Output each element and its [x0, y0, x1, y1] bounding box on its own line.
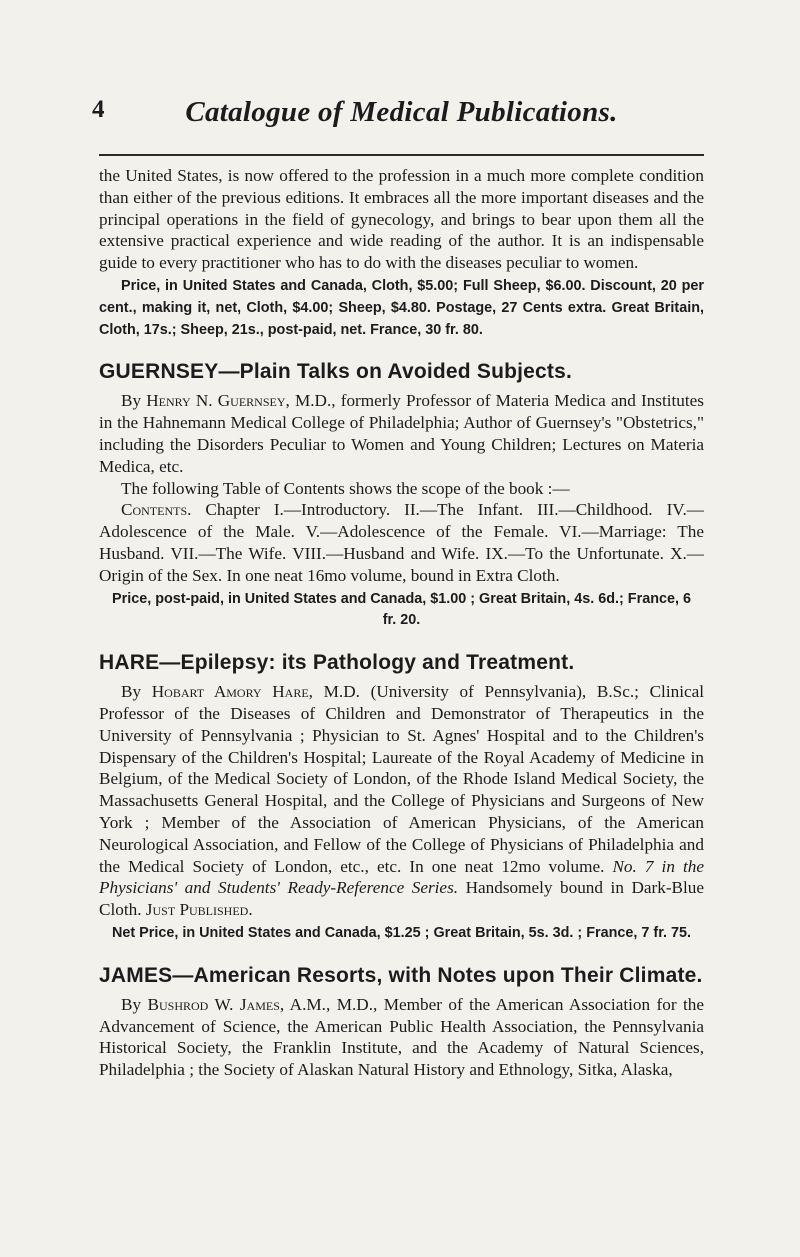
- author-prefix: By: [121, 682, 152, 702]
- author-name: Bushrod W. James: [147, 994, 280, 1014]
- contents-intro: The following Table of Contents shows the scope of the book :—: [121, 478, 570, 498]
- contents-text: Chapter I.—Introductory. II.—The Infant. III.—Childhood. IV.—Adolescence of the Male. V.—Adolescence of the Female. VI.—Marriage: The Husband. VII.—The Wife. VIII.—Husband and Wife. IX.—To the Unfortunate. X.—Origin of the Sex. In one neat 16mo volume, bound in Extra Cloth.: [99, 500, 704, 585]
- author-name: Henry N. Guernsey: [146, 391, 286, 411]
- header-rule: [99, 154, 704, 156]
- author-credentials: , M.D., formerly Professor of Materia Medica and Institutes in the Hahnemann Medical College of Philadelphia; Author of Guernsey's "Obstetrics," including the Disorders Peculiar to Women and Young Children; Lectures on Materia Medica, etc.: [99, 391, 704, 476]
- author-name: Hobart Amory Hare: [151, 682, 309, 702]
- price-hare: Net Price, in United States and Canada, $1.25 ; Great Britain, 5s. 3d. ; France, 7 fr. 75.: [111, 924, 692, 941]
- binding-text: Handsomely bound in Dark-Blue Cloth.: [99, 878, 705, 920]
- author-prefix: By: [121, 391, 147, 411]
- contents-paragraph: [99, 499, 704, 586]
- author-credentials: , A.M., M.D., Member of the American Association for the Advancement of Science, the American Public Health Association, the Pennsylvania Historical Society, the Franklin Institute, and the Academy of Natural Sciences, Philadelphia ; the Society of Alaskan Natural History and Ethnology, Sitka, Alaska,: [99, 994, 704, 1080]
- page-number: 4: [92, 96, 105, 123]
- author-paragraph-guernsey: [99, 390, 704, 477]
- entry-title-hare: HARE—Epilepsy: its Pathology and Treatment.: [99, 651, 575, 675]
- page-header: [92, 96, 704, 140]
- author-paragraph-hare: [99, 681, 704, 921]
- running-title: Catalogue of Medical Publications.: [185, 96, 618, 128]
- author-credentials: , M.D. (University of Pennsylvania), B.Sc.; Clinical Professor of the Diseases of Children and Demonstrator of Therapeutics in the University of Pennsylvania ; Physician to St. Agnes' Hospital and to the Children's Dispensary of the Children's Hospital; Laureate of the Royal Academy of Medicine in Belgium, of the Medical Society of London, of the Rhode Island Medical Society, the Massachusetts General Hospital, and the College of Physicians and Surgeons of New York ; Member of the Association of American Physicians, of the American Neurological Association, and Fellow of the College of Physicians of Philadelphia and the Medical Society of London, etc., etc. In one neat 12mo volume.: [99, 682, 704, 876]
- publication-status: Just Published.: [145, 900, 253, 920]
- entry-title-james: JAMES—American Resorts, with Notes upon Their Climate.: [99, 963, 703, 987]
- intro-price: Price, in United States and Canada, Cloth, $5.00; Full Sheep, $6.00. Discount, 20 per cent., making it, net, Cloth, $4.00; Sheep, $4.80. Postage, 27 Cents extra. Great Britain, Cloth, 17s.; Sheep, 21s., post-paid, net. France, 30 fr. 80.: [99, 277, 704, 338]
- price-guernsey: Price, post-paid, in United States and Canada, $1.00 ; Great Britain, 4s. 6d.; France, 6 fr. 20.: [112, 590, 691, 629]
- contents-label: Contents.: [121, 500, 192, 520]
- intro-paragraph: the United States, is now offered to the profession in a much more complete condition than either of the previous editions. It embraces all the more important diseases and the principal operations in the field of gynecology, and brings to bear upon them all the extensive practical experience and wide reading of the author. It is an indispensable guide to every practitioner who has to do with the diseases peculiar to women.: [99, 166, 704, 273]
- author-prefix: By: [121, 994, 148, 1014]
- series-name: No. 7 in the Physicians' and Students' Ready-Reference Series.: [99, 856, 704, 898]
- entry-title-guernsey: GUERNSEY—Plain Talks on Avoided Subjects.: [99, 360, 573, 384]
- author-paragraph-james: [99, 994, 704, 1081]
